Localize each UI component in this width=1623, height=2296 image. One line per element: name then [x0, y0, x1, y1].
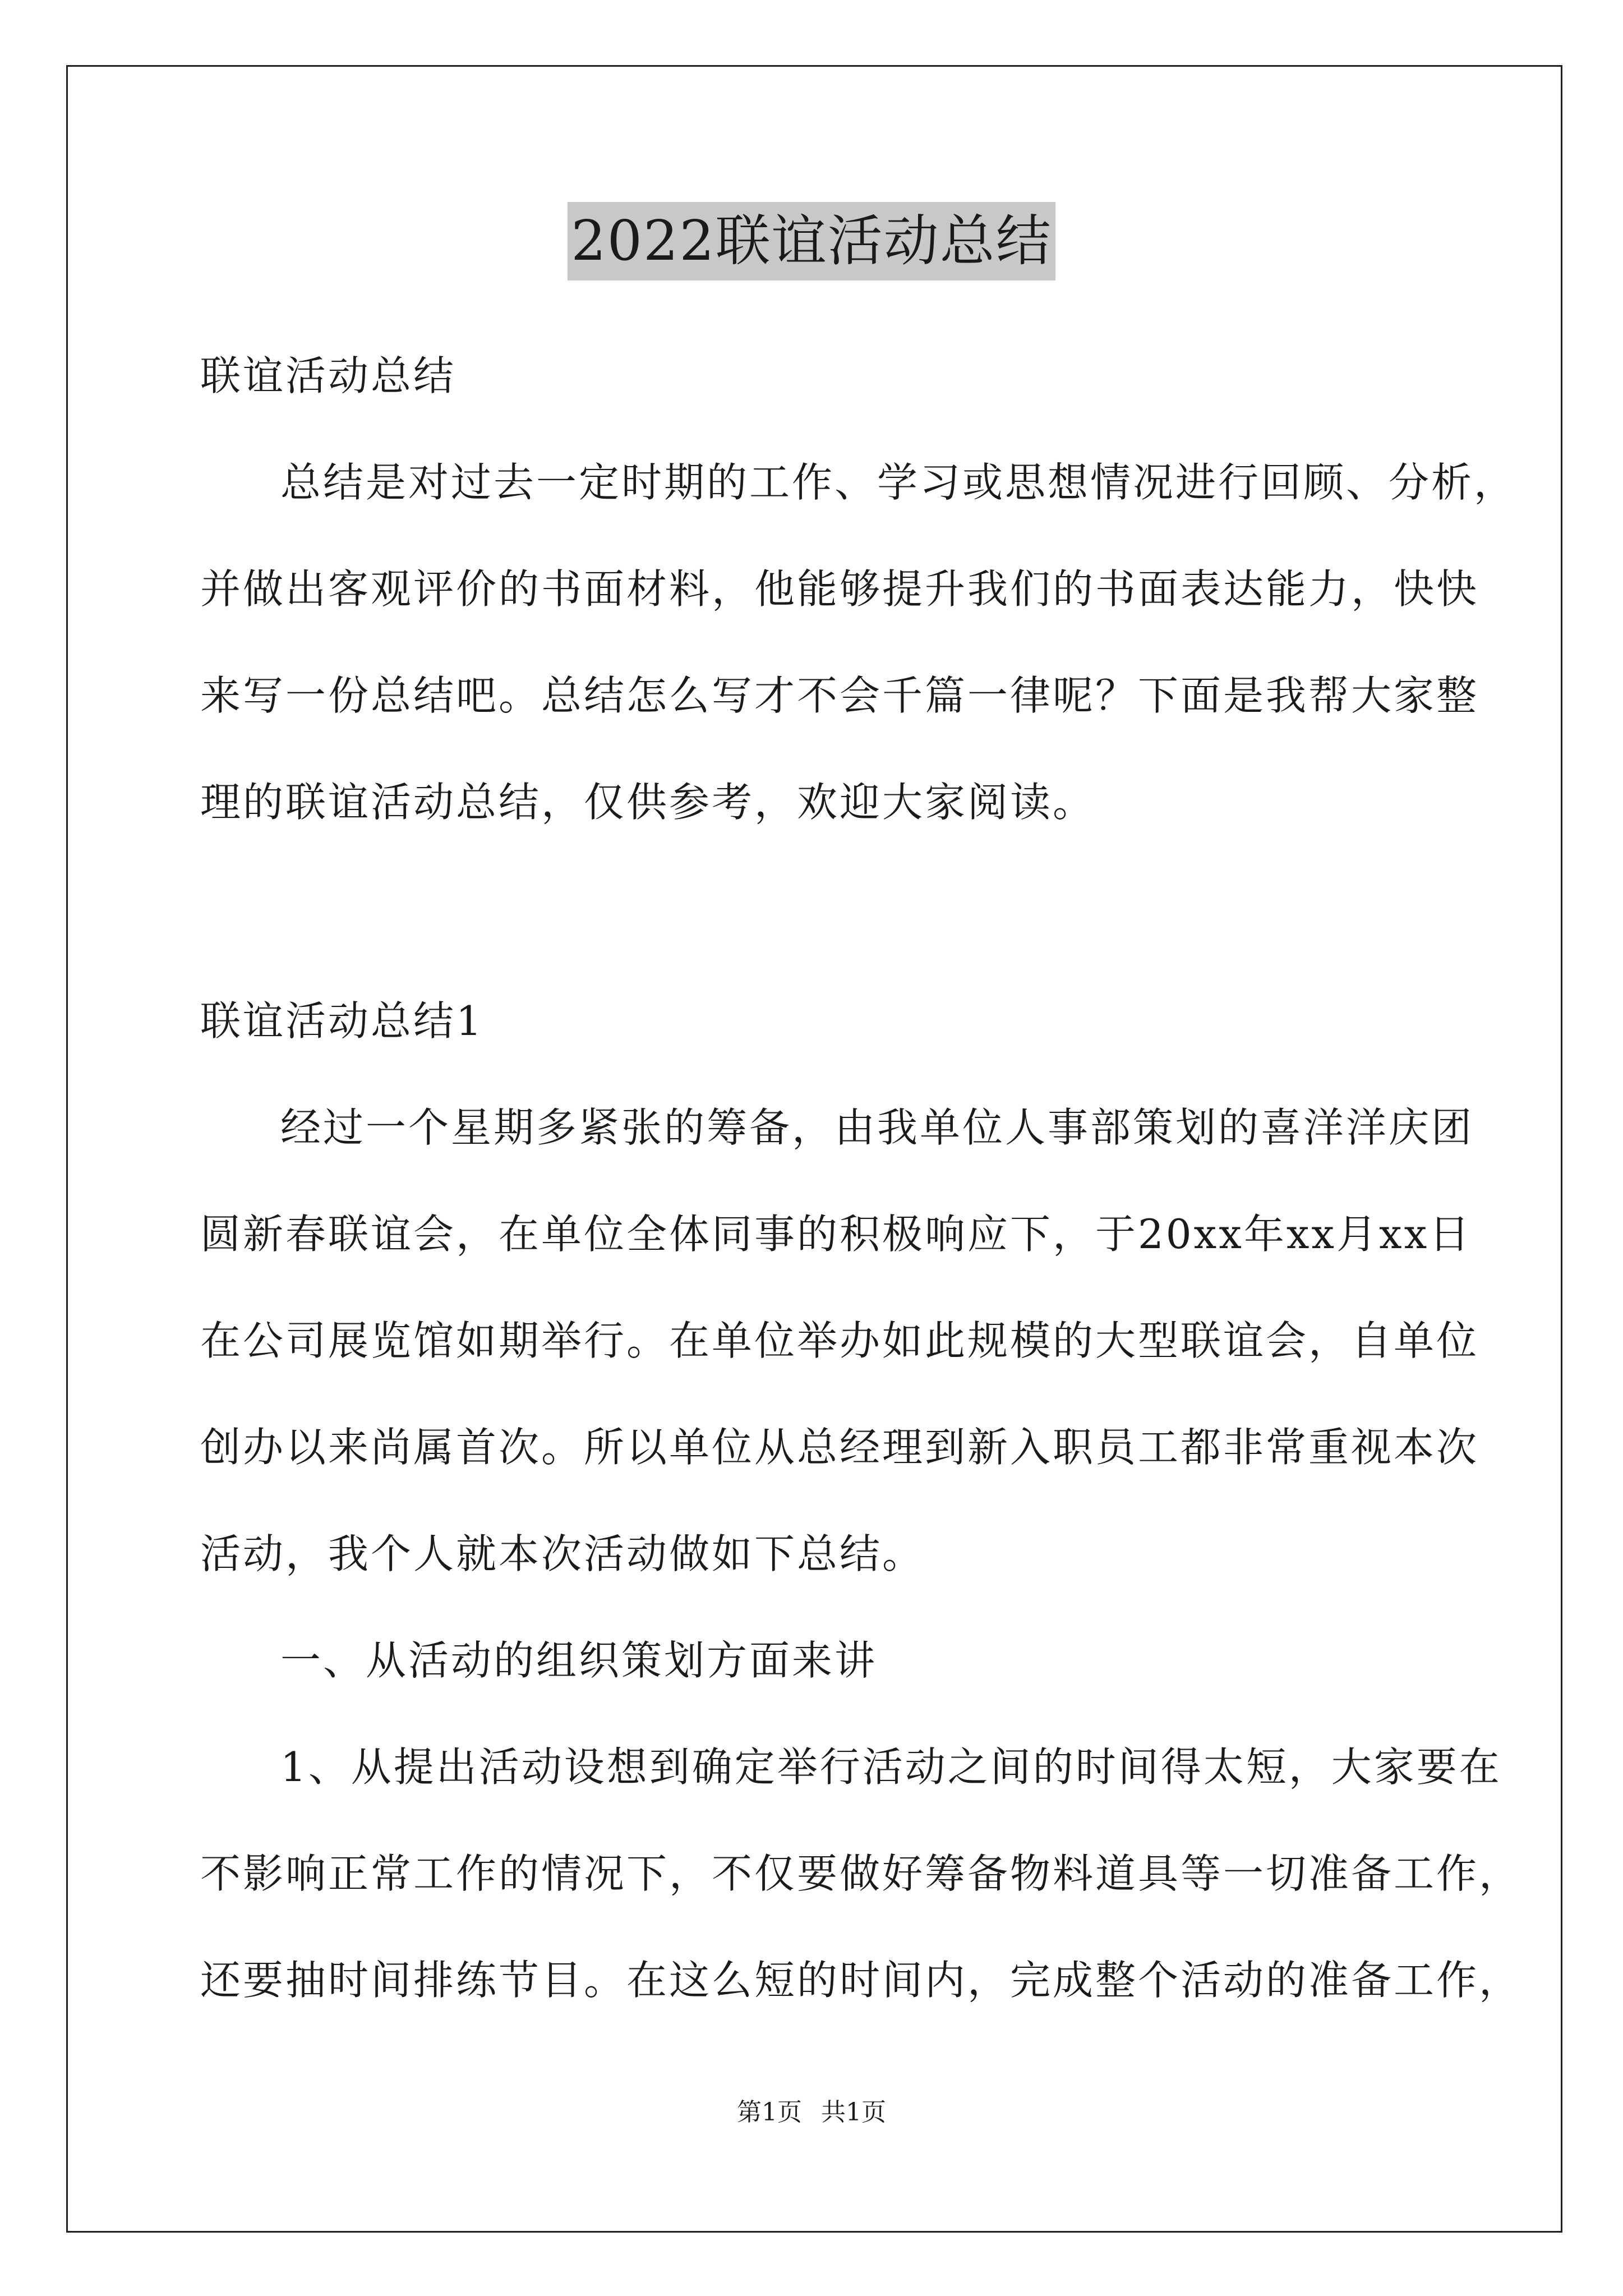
paragraph-line: 并做出客观评价的书面材料，他能够提升我们的书面表达能力，快快 — [200, 565, 1479, 613]
paragraph-line: 活动，我个人就本次活动做如下总结。 — [200, 1530, 925, 1577]
paragraph-line: 总结是对过去一定时期的工作、学习或思想情况进行回顾、分析， — [280, 459, 1517, 506]
page-number: 第1页 — [737, 2098, 802, 2127]
subheading: 一、从活动的组织策划方面来讲 — [280, 1637, 878, 1684]
paragraph-line: 在公司展览馆如期举行。在单位举办如此规模的大型联谊会，自单位 — [200, 1317, 1479, 1364]
page-footer — [0, 2096, 1623, 2129]
paragraph-line: 来写一份总结吧。总结怎么写才不会千篇一律呢？下面是我帮大家整 — [200, 672, 1479, 719]
paragraph-line: 1、从提出活动设想到确定举行活动之间的时间得太短，大家要在 — [280, 1743, 1502, 1791]
paragraph-line: 不影响正常工作的情况下，不仅要做好筹备物料道具等一切准备工作， — [200, 1850, 1522, 1897]
document-title: 2022联谊活动总结 — [568, 202, 1055, 280]
paragraph-line: 圆新春联谊会，在单位全体同事的积极响应下，于20xx年xx月xx日 — [200, 1211, 1472, 1258]
paragraph-line: 还要抽时间排练节目。在这么短的时间内，完成整个活动的准备工作， — [200, 1957, 1522, 2004]
paragraph-line: 创办以来尚属首次。所以单位从总经理到新入职员工都非常重视本次 — [200, 1424, 1479, 1471]
title-container — [0, 202, 1623, 280]
paragraph-line: 经过一个星期多紧张的筹备，由我单位人事部策划的喜洋洋庆团 — [280, 1104, 1474, 1151]
section-heading: 联谊活动总结1 — [200, 997, 484, 1045]
page-total: 共1页 — [821, 2098, 886, 2127]
section-heading: 联谊活动总结 — [200, 352, 457, 399]
paragraph-line: 理的联谊活动总结，仅供参考，欢迎大家阅读。 — [200, 779, 1096, 826]
